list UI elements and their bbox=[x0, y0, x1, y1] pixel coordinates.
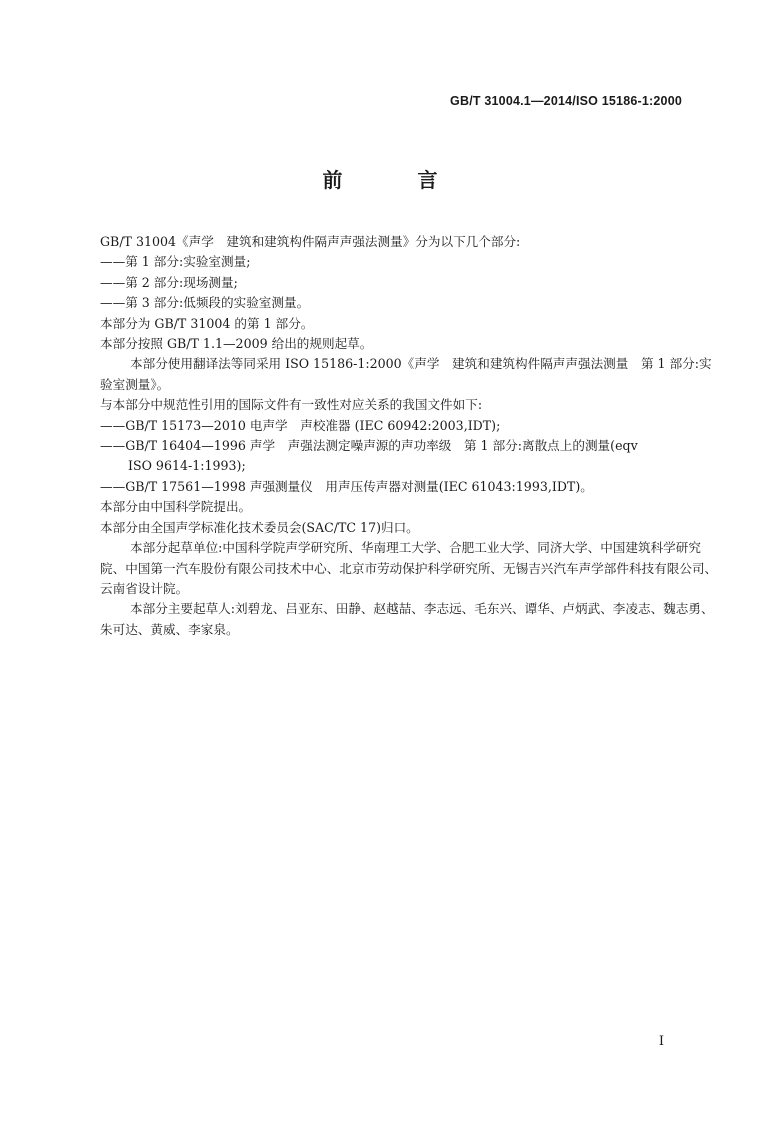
list-item-reference-2: ——GB/T 16404—1996 声学 声强法测定噪声源的声功率级 第 1 部分:离散点上的测量(eqv bbox=[100, 438, 638, 454]
paragraph-drafting-units: 本部分起草单位:中国科学院声学研究所、华南理工大学、合肥工业大学、同济大学、中国建筑科学研究院、中国第一汽车股份有限公司技术中心、北京市劳动保护科学研究所、无锡吉兴汽车声学部件科技有限公司、云南省设计院。 bbox=[100, 540, 718, 596]
list-item-reference-1: ——GB/T 15173—2010 电声学 声校准器 (IEC 60942:2003,IDT); bbox=[100, 417, 501, 433]
page-number: I bbox=[658, 1034, 664, 1049]
page-title: 前 言 bbox=[322, 168, 472, 192]
paragraph-drafting-rules: 本部分按照 GB/T 1.1—2009 给出的规则起草。 bbox=[100, 336, 373, 352]
standard-code: GB/T 31004.1—2014/ISO 15186-1:2000 bbox=[450, 94, 682, 108]
list-item-part-3: ——第 3 部分:低频段的实验室测量。 bbox=[100, 295, 310, 311]
paragraph-references-intro: 与本部分中规范性引用的国际文件有一致性对应关系的我国文件如下: bbox=[100, 397, 483, 413]
list-item-reference-2-cont: ISO 9614-1:1993); bbox=[128, 458, 246, 474]
paragraph-proposer: 本部分由中国科学院提出。 bbox=[100, 499, 252, 515]
list-item-reference-3: ——GB/T 17561—1998 声强测量仪 用声压传声器对测量(IEC 61043:1993,IDT)。 bbox=[100, 478, 593, 494]
paragraph-adoption: 本部分使用翻译法等同采用 ISO 15186-1:2000《声学 建筑和建筑构件隔声声强法测量 第 1 部分:实验室测量》。 bbox=[100, 356, 712, 392]
paragraph-parts-intro: GB/T 31004《声学 建筑和建筑构件隔声声强法测量》分为以下几个部分: bbox=[100, 234, 521, 249]
list-item-part-2: ——第 2 部分:现场测量; bbox=[100, 274, 238, 290]
paragraph-part-statement: 本部分为 GB/T 31004 的第 1 部分。 bbox=[100, 315, 314, 331]
paragraph-drafters: 本部分主要起草人:刘碧龙、吕亚东、田静、赵越喆、李志远、毛东兴、谭华、卢炳武、李凌志、魏志勇、朱可达、黄威、李家泉。 bbox=[100, 601, 714, 637]
list-item-part-1: ——第 1 部分:实验室测量; bbox=[100, 254, 251, 270]
document-body bbox=[100, 232, 718, 640]
paragraph-committee: 本部分由全国声学标准化技术委员会(SAC/TC 17)归口。 bbox=[100, 519, 419, 535]
